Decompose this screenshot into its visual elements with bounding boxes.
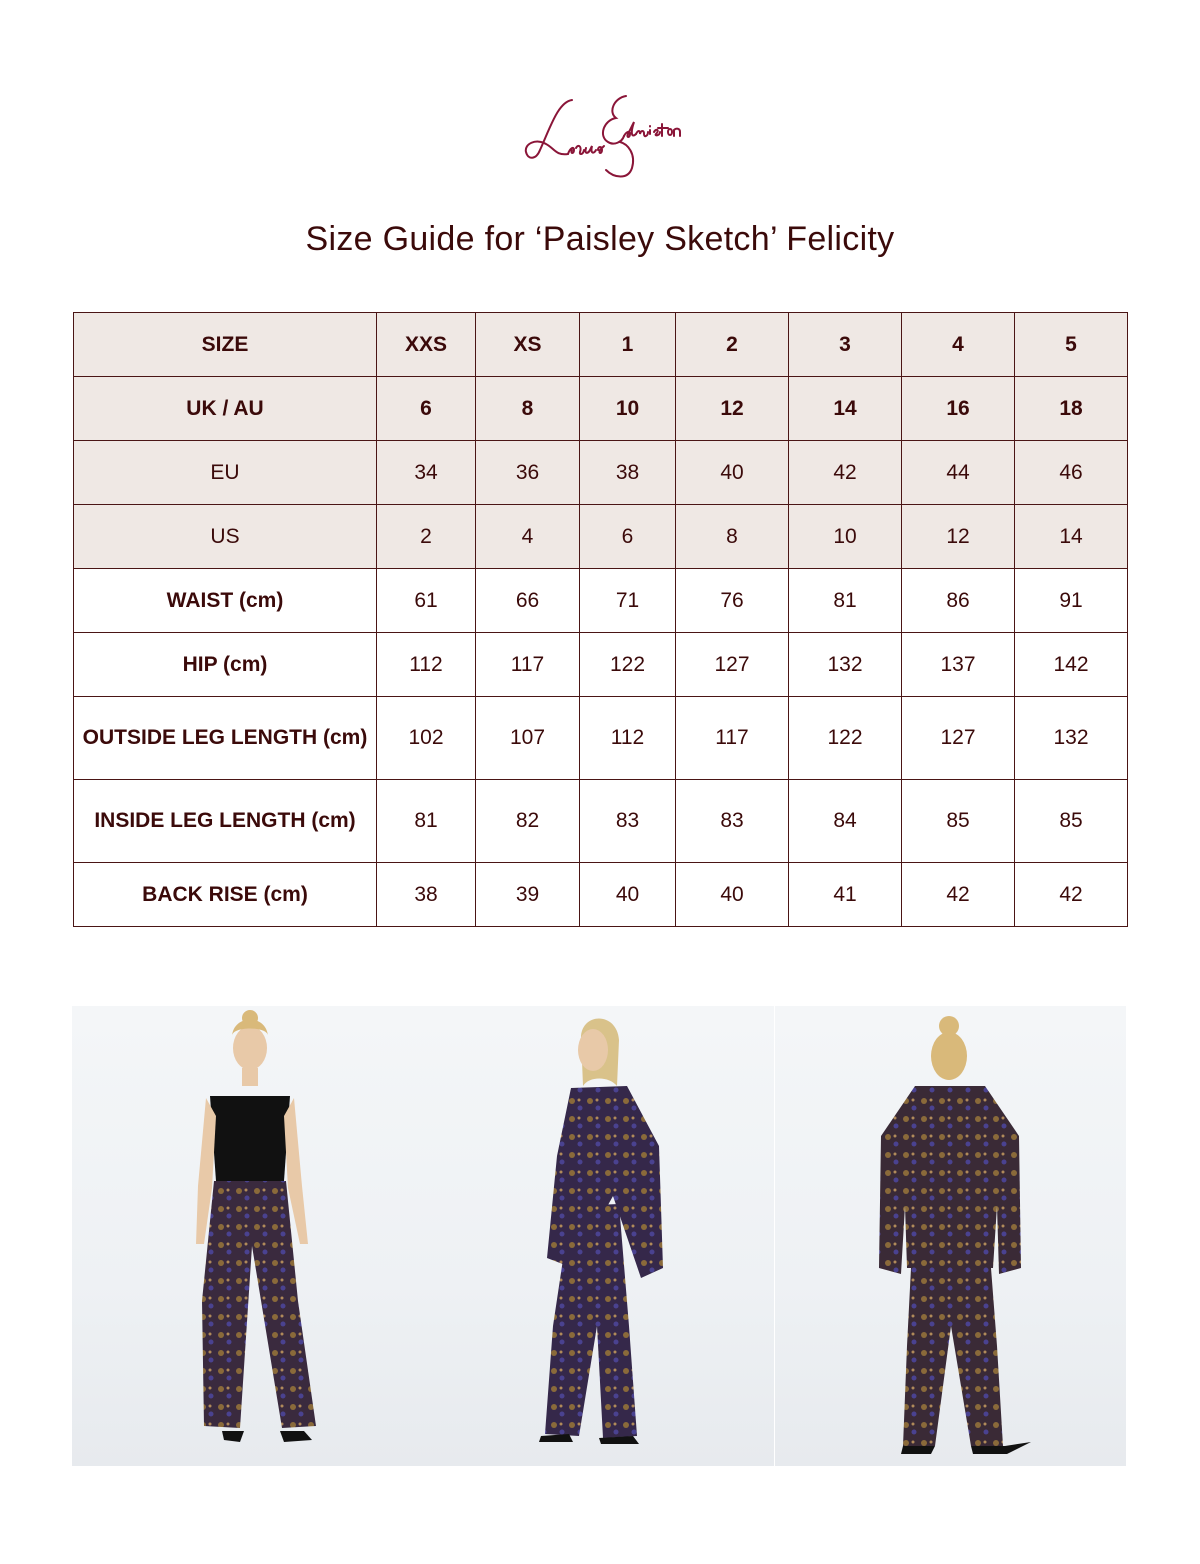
table-cell: 102 (377, 697, 476, 780)
table-row-us (74, 505, 1128, 569)
table-cell: XS (476, 313, 580, 377)
table-cell: 39 (476, 863, 580, 927)
table-cell: 46 (1015, 441, 1128, 505)
table-cell: 5 (1015, 313, 1128, 377)
table-cell: 4 (476, 505, 580, 569)
table-cell: 10 (580, 377, 676, 441)
row-label: EU (74, 441, 377, 505)
table-cell: 83 (580, 780, 676, 863)
row-label: INSIDE LEG LENGTH (cm) (74, 780, 377, 863)
table-cell: 40 (676, 441, 789, 505)
table-cell: 12 (902, 505, 1015, 569)
table-cell: 85 (902, 780, 1015, 863)
table-cell: 81 (377, 780, 476, 863)
table-cell: XXS (377, 313, 476, 377)
table-row-outside-leg (74, 697, 1128, 780)
table-cell: 81 (789, 569, 902, 633)
table-cell: 41 (789, 863, 902, 927)
row-label: HIP (cm) (74, 633, 377, 697)
model-front-illustration (72, 1006, 423, 1466)
signature-logo-icon (510, 88, 690, 188)
table-cell: 91 (1015, 569, 1128, 633)
table-cell: 10 (789, 505, 902, 569)
model-back-illustration (775, 1006, 1126, 1466)
table-cell: 38 (580, 441, 676, 505)
table-row-inside-leg (74, 780, 1128, 863)
page-title: Size Guide for ‘Paisley Sketch’ Felicity (305, 220, 895, 258)
table-cell: 132 (1015, 697, 1128, 780)
table-cell: 122 (789, 697, 902, 780)
table-cell: 42 (902, 863, 1015, 927)
table-cell: 42 (1015, 863, 1128, 927)
row-label: OUTSIDE LEG LENGTH (cm) (74, 697, 377, 780)
row-label: US (74, 505, 377, 569)
table-cell: 4 (902, 313, 1015, 377)
product-photo-front (72, 1006, 423, 1466)
table-cell: 42 (789, 441, 902, 505)
table-row-waist (74, 569, 1128, 633)
table-cell: 14 (789, 377, 902, 441)
table-cell: 44 (902, 441, 1015, 505)
table-cell: 36 (476, 441, 580, 505)
table-cell: 127 (676, 633, 789, 697)
table-cell: 107 (476, 697, 580, 780)
table-cell: 127 (902, 697, 1015, 780)
table-cell: 122 (580, 633, 676, 697)
table-cell: 2 (377, 505, 476, 569)
product-photo-back (775, 1006, 1126, 1466)
table-cell: 12 (676, 377, 789, 441)
table-cell: 1 (580, 313, 676, 377)
table-cell: 82 (476, 780, 580, 863)
table-cell: 76 (676, 569, 789, 633)
table-cell: 112 (580, 697, 676, 780)
row-label: WAIST (cm) (74, 569, 377, 633)
row-label: UK / AU (74, 377, 377, 441)
size-table (73, 312, 1128, 927)
table-cell: 38 (377, 863, 476, 927)
table-row-size (74, 313, 1128, 377)
table-cell: 137 (902, 633, 1015, 697)
table-cell: 40 (676, 863, 789, 927)
row-label: SIZE (74, 313, 377, 377)
table-cell: 71 (580, 569, 676, 633)
brand-logo (510, 88, 690, 188)
table-cell: 132 (789, 633, 902, 697)
table-cell: 14 (1015, 505, 1128, 569)
table-cell: 117 (476, 633, 580, 697)
table-cell: 66 (476, 569, 580, 633)
row-label: BACK RISE (cm) (74, 863, 377, 927)
table-cell: 142 (1015, 633, 1128, 697)
product-photo-side (423, 1006, 774, 1466)
table-cell: 40 (580, 863, 676, 927)
table-cell: 16 (902, 377, 1015, 441)
table-cell: 83 (676, 780, 789, 863)
table-cell: 34 (377, 441, 476, 505)
table-cell: 117 (676, 697, 789, 780)
table-row-eu (74, 441, 1128, 505)
table-cell: 112 (377, 633, 476, 697)
table-cell: 84 (789, 780, 902, 863)
table-cell: 8 (676, 505, 789, 569)
table-cell: 2 (676, 313, 789, 377)
table-cell: 6 (580, 505, 676, 569)
table-cell: 18 (1015, 377, 1128, 441)
table-cell: 86 (902, 569, 1015, 633)
table-row-back-rise (74, 863, 1128, 927)
table-cell: 85 (1015, 780, 1128, 863)
table-cell: 8 (476, 377, 580, 441)
table-cell: 61 (377, 569, 476, 633)
table-row-hip (74, 633, 1128, 697)
model-side-illustration (423, 1006, 774, 1466)
table-cell: 3 (789, 313, 902, 377)
table-row-uk-au (74, 377, 1128, 441)
table-cell: 6 (377, 377, 476, 441)
